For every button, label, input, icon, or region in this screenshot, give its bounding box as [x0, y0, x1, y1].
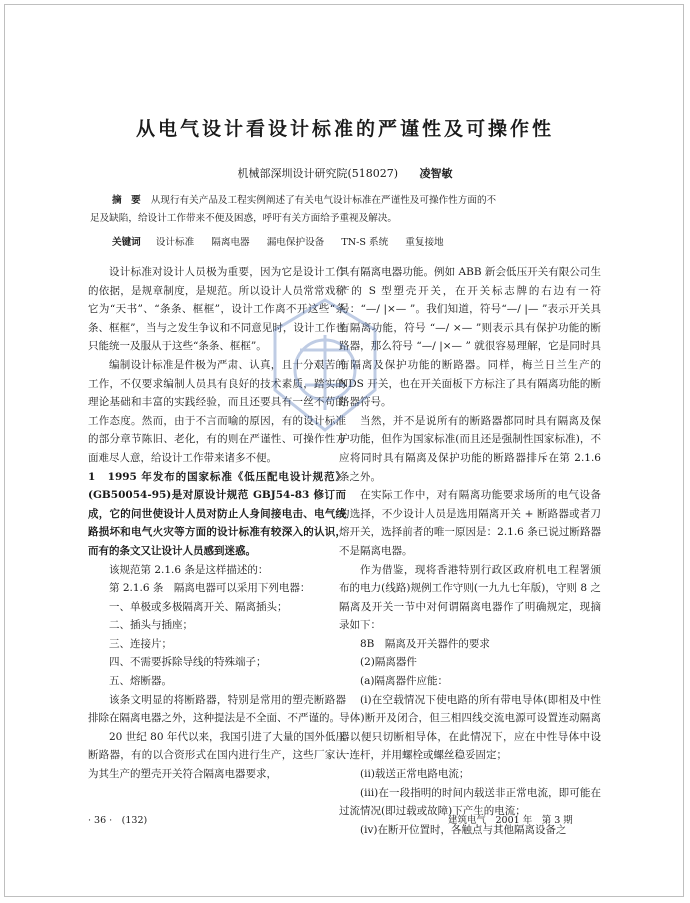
paragraph: 编制设计标准是件极为严肃、认真，且十分艰苦的工作，不仅要求编制人员具有良好的技术素质，踏实的理论基础和丰富的实践经验，而且还要具有一丝不苟的工作态度。然而，由于不言而喻的原因，有的设计标准的部分章节陈旧、老化，有的则在严谨性、可操作性方面难尽人意，给设计工作带来诸多不便。 — [88, 358, 346, 464]
right-column — [339, 263, 601, 839]
keyword: TN-S 系统 — [341, 237, 389, 248]
paragraph: 作为借鉴，现将香港特别行政区政府机电工程署颁布的电力(线路)规例工作守则(一九九七年版)，守则 8 之隔离及开关一节中对何谓隔离电器作了明确规定，现摘录如下： — [339, 563, 601, 632]
section-heading-1: 1 1995 年发布的国家标准《低压配电设计规范》(GB50054-95)是对原设计规范 GBJ54-83 修订而成，它的问世使设计人员对防止人身间接电击、电气线路损坏和电气火灾等方面的设计标准有较深入的认识，而有的条文又让设计人员感到迷惑。 — [88, 470, 346, 557]
journal-footer: 建筑电气 2001 年 第 3 期 — [448, 815, 573, 826]
quote-item: (i)在空载情况下使电路的所有带电导体(即相及中性导体)断开及闭合，但三相四线交流电源可设置连动隔离器以便只切断相导体，在此情况下，应在中性导体中设一连杆，并用螺栓或螺丝稳妥固定； — [339, 693, 601, 762]
paragraph: 该规范第 2.1.6 条是这样描述的： — [109, 563, 269, 576]
paragraph: 设计标准对设计人员极为重要，因为它是设计工作的依据，是规章制度，是规范。所以设计人员常常戏称它为“天书”、“条条、框框”，设计工作离不开这些“条条、框框”，当与之发生争议和不同意见时，设计工作也只能统一及服从于这些“条条、框框”。 — [88, 266, 346, 353]
clause-heading: 第 2.1.6 条 隔离电器可以采用下列电器： — [109, 582, 311, 595]
paragraph: 该条文明显的将断路器，特别是常用的塑壳断路器排除在隔离电器之外，这种提法是不全面、不严谨的。 — [88, 693, 346, 725]
quote-heading: 8B 隔离及开关器件的要求 — [360, 637, 490, 650]
author: 凌智敏 — [419, 167, 453, 180]
paragraph: 在实际工作中，对有隔离功能要求场所的电气设备的选择，不少设计人员是选用隔离开关 + 断路器或者刀熔开关，选择前者的唯一原因是：2.1.6 条已说过断路器不是隔离电器。 — [339, 489, 601, 557]
abstract — [90, 192, 595, 228]
abstract-line-2: 足及缺陷，给设计工作带来不便及困惑，呼吁有关方面给予重视及解决。 — [90, 213, 397, 224]
byline — [0, 165, 690, 181]
quote-item: (iv)在断开位置时，各触点与其他隔离设备之 — [360, 823, 567, 836]
paragraph: 20 世纪 80 年代以来，我国引进了大量的国外低压断路器，有的以合资形式在国内进行生产，这些厂家认为其生产的塑壳开关符合隔离电器要求， — [88, 730, 346, 781]
paragraph: 当然，并不是说所有的断路器都同时具有隔离及保护功能，但作为国家标准(而且还是强制性国家标准)，不应将同时具有隔离及保护功能的断路器排斥在第 2.1.6 条之外。 — [339, 414, 601, 483]
list-item: 二、插头与插座； — [109, 619, 193, 632]
keyword: 重复接地 — [405, 237, 444, 248]
keywords-label: 关键词 — [112, 237, 141, 248]
keyword: 漏电保护设备 — [266, 237, 325, 248]
article-title: 从电气设计看设计标准的严谨性及可操作性 — [135, 118, 554, 140]
paragraph: 具有隔离电器功能。例如 ABB 新会低压开关有限公司生产的 S 型塑壳开关，在开关标志牌的右边有一符号：“—/ |×— ”。我们知道，符号“—/ |— ”表示开关具有隔离功能，符号 “—/ ×— ”则表示具有保护功能的断路器，那么符号 “—/ |×— ” 就很容易理解，它是同时具有隔离及保护功能的断路器。同样，梅兰日兰生产的 NDS 开关，也在开关面板下方标注了具有隔离功能的断路器符号。 — [339, 266, 601, 409]
list-item: 五、熔断器。 — [109, 675, 172, 688]
list-item: 一、单极或多极隔离开关、隔离插头； — [109, 600, 288, 613]
quote-item: (iii)在一段指明的时间内载送非正常电流，即可能在过流情况(即过载或故障)下产生的电流； — [339, 786, 601, 818]
institute: 机械部深圳设计研究院(518027) — [237, 167, 399, 180]
quote-item: (ii)载送正常电路电流； — [360, 768, 470, 781]
keywords — [112, 234, 458, 248]
quote-subheading: (2)隔离器件 — [360, 656, 417, 669]
left-column — [88, 263, 346, 784]
list-item: 三、连接片； — [109, 637, 172, 650]
quote-subheading: (a)隔离器件应能： — [360, 675, 448, 688]
keyword: 隔离电器 — [211, 237, 250, 248]
abstract-label: 摘 要 — [112, 195, 141, 206]
page-number: · 36 · (132) — [88, 815, 148, 826]
keyword: 设计标准 — [155, 237, 195, 248]
abstract-line-1: 从现行有关产品及工程实例阐述了有关电气设计标准在严谨性及可操作性方面的不 — [150, 195, 497, 206]
list-item: 四、不需要拆除导线的特殊端子； — [109, 656, 267, 669]
